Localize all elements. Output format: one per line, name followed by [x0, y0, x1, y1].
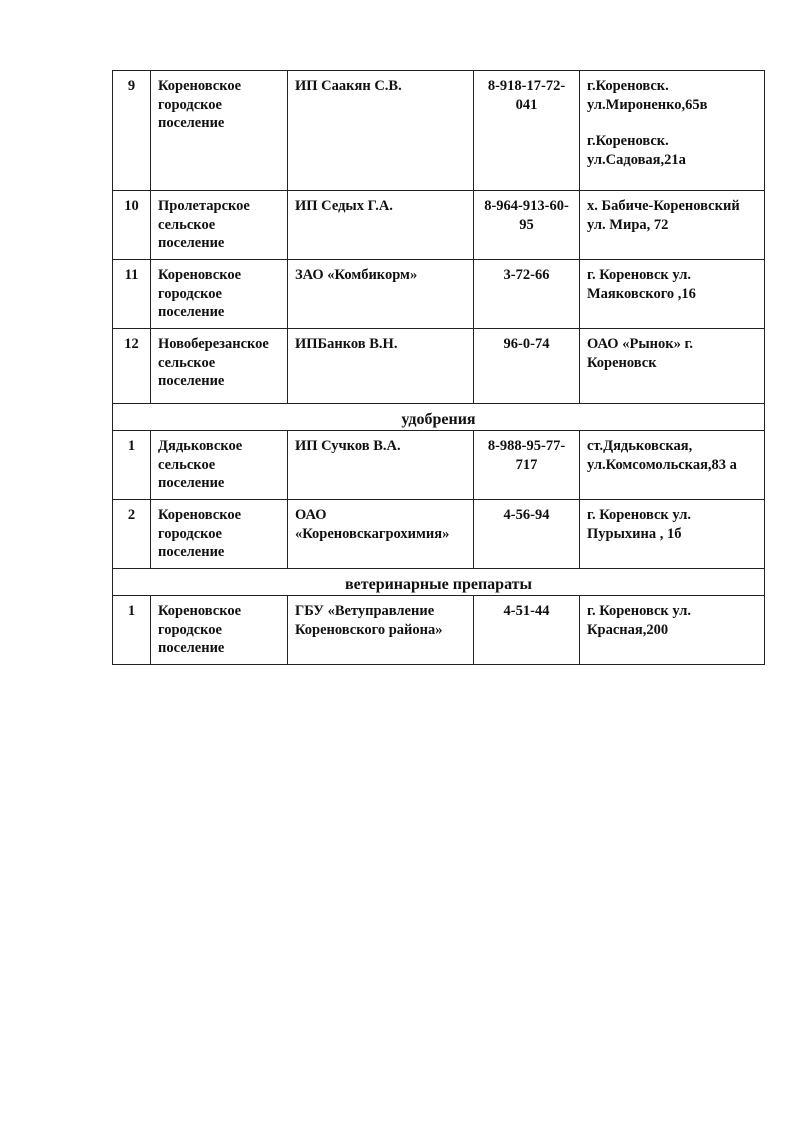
- table-row: [113, 596, 765, 665]
- phone-cell: 8-918-17-72-041: [474, 71, 580, 191]
- address-cell: [580, 71, 765, 191]
- settlement-cell: Кореновское городское поселение: [151, 500, 288, 569]
- row-number: 1: [113, 596, 151, 665]
- address-cell: ОАО «Рынок» г. Кореновск: [580, 329, 765, 404]
- phone-cell: 8-964-913-60-95: [474, 191, 580, 260]
- organization-cell: ЗАО «Комбикорм»: [288, 260, 474, 329]
- settlement-cell: Новоберезанское сельское поселение: [151, 329, 288, 404]
- organization-cell: ИП Сучков В.А.: [288, 431, 474, 500]
- address-cell: ст.Дядьковская, ул.Комсомольская,83 а: [580, 431, 765, 500]
- organization-cell: ИПБанков В.Н.: [288, 329, 474, 404]
- phone-cell: 4-56-94: [474, 500, 580, 569]
- suppliers-table: [112, 70, 765, 665]
- section-header-row: [113, 569, 765, 596]
- phone-cell: 4-51-44: [474, 596, 580, 665]
- phone-cell: 3-72-66: [474, 260, 580, 329]
- organization-cell: ИП Саакян С.В.: [288, 71, 474, 191]
- table-row: [113, 191, 765, 260]
- address-cell: г. Кореновск ул. Маяковского ,16: [580, 260, 765, 329]
- table-row: [113, 431, 765, 500]
- settlement-cell: Кореновское городское поселение: [151, 260, 288, 329]
- address-line: г.Кореновск. ул.Мироненко,65в: [587, 78, 708, 113]
- section-header-row: [113, 404, 765, 431]
- address-cell: г. Кореновск ул. Пурыхина , 1б: [580, 500, 765, 569]
- section-title-fertilizers: удобрения: [113, 404, 765, 431]
- address-line: г.Кореновск. ул.Садовая,21а: [587, 133, 686, 168]
- address-cell: х. Бабиче-Кореновский ул. Мира, 72: [580, 191, 765, 260]
- row-number: 2: [113, 500, 151, 569]
- table-row: [113, 260, 765, 329]
- organization-cell: ГБУ «Ветуправление Кореновского района»: [288, 596, 474, 665]
- organization-cell: ИП Седых Г.А.: [288, 191, 474, 260]
- address-cell: г. Кореновск ул. Красная,200: [580, 596, 765, 665]
- table-row: [113, 500, 765, 569]
- organization-cell: ОАО «Кореновскагрохимия»: [288, 500, 474, 569]
- row-number: 11: [113, 260, 151, 329]
- settlement-cell: Дядьковское сельское поселение: [151, 431, 288, 500]
- row-number: 12: [113, 329, 151, 404]
- table-row: [113, 71, 765, 191]
- settlement-cell: Пролетарское сельское поселение: [151, 191, 288, 260]
- row-number: 10: [113, 191, 151, 260]
- settlement-cell: Кореновское городское поселение: [151, 71, 288, 191]
- row-number: 1: [113, 431, 151, 500]
- table-row: [113, 329, 765, 404]
- settlement-cell: Кореновское городское поселение: [151, 596, 288, 665]
- row-number: 9: [113, 71, 151, 191]
- phone-cell: 96-0-74: [474, 329, 580, 404]
- section-title-vet: ветеринарные препараты: [113, 569, 765, 596]
- phone-cell: 8-988-95-77-717: [474, 431, 580, 500]
